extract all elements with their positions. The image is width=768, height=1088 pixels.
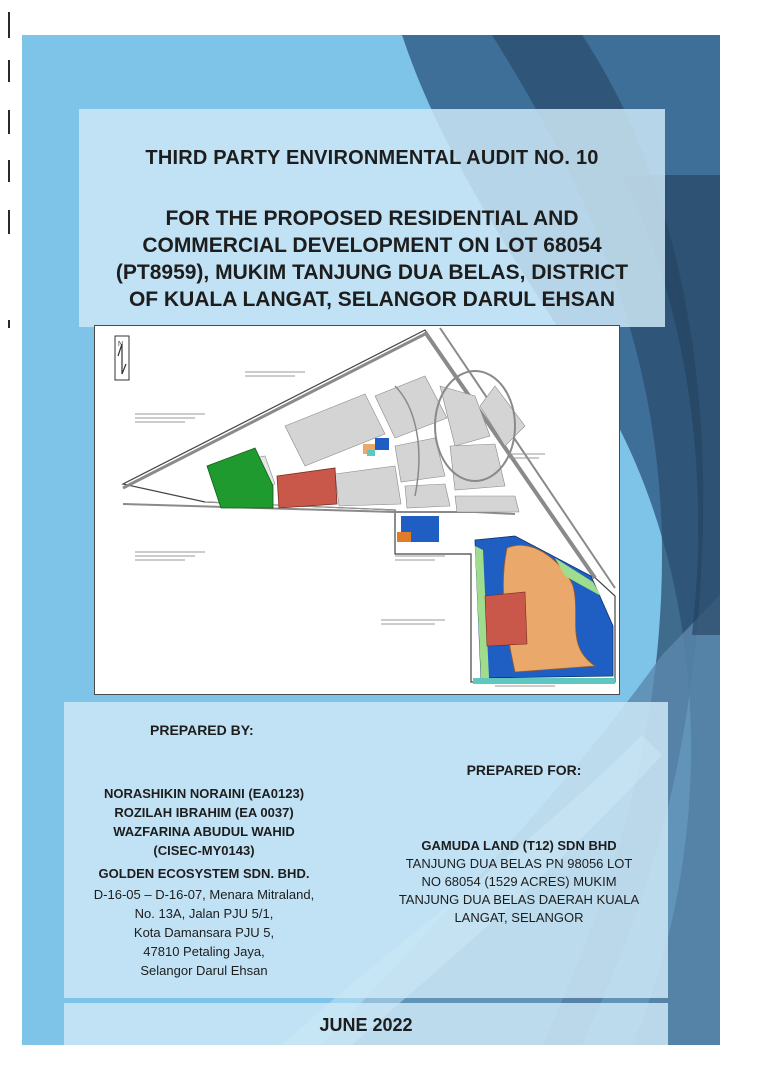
project-title-line: FOR THE PROPOSED RESIDENTIAL AND [165, 207, 579, 230]
consultant-address [74, 885, 334, 980]
site-layout-map [94, 325, 620, 695]
address-line: 47810 Petaling Jaya, [143, 944, 265, 959]
prepared-by-heading: PREPARED BY: [150, 722, 254, 738]
north-label: N [118, 341, 124, 348]
author-name: ROZILAH IBRAHIM (EA 0037) [114, 805, 294, 820]
address-line: Kota Damansara PJU 5, [133, 925, 275, 940]
report-date: JUNE 2022 [319, 1015, 413, 1035]
author-name: (CISEC-MY0143) [153, 843, 255, 858]
client-address [374, 855, 664, 927]
project-title-line: COMMERCIAL DEVELOPMENT ON LOT 68054 [142, 234, 602, 257]
date-panel [64, 1003, 668, 1045]
address-line: Selangor Darul Ehsan [140, 963, 268, 978]
title-panel [79, 109, 665, 327]
report-cover [22, 35, 720, 1045]
address-line: TANJUNG DUA BELAS DAERAH KUALA [398, 892, 640, 907]
author-names [74, 784, 334, 860]
project-title [89, 205, 655, 313]
address-line: No. 13A, Jalan PJU 5/1, [134, 906, 274, 921]
author-name: WAZFARINA ABUDUL WAHID [113, 824, 295, 839]
consultant-company: GOLDEN ECOSYSTEM SDN. BHD. [98, 866, 310, 881]
address-line: D-16-05 – D-16-07, Menara Mitraland, [93, 887, 315, 902]
prepared-for-heading: PREPARED FOR: [466, 762, 582, 778]
author-name: NORASHIKIN NORAINI (EA0123) [103, 786, 305, 801]
site-plan-drawing [95, 326, 619, 694]
address-line: NO 68054 (1529 ACRES) MUKIM [421, 874, 617, 889]
scan-margin-marks [0, 0, 20, 1088]
prepared-panel [64, 702, 668, 998]
client-company: GAMUDA LAND (T12) SDN BHD [421, 838, 617, 853]
project-title-line: OF KUALA LANGAT, SELANGOR DARUL EHSAN [128, 288, 616, 311]
project-title-line: (PT8959), MUKIM TANJUNG DUA BELAS, DISTRICT [115, 261, 629, 284]
address-line: LANGAT, SELANGOR [454, 910, 584, 925]
address-line: TANJUNG DUA BELAS PN 98056 LOT [405, 856, 633, 871]
audit-title: THIRD PARTY ENVIRONMENTAL AUDIT NO. 10 [145, 147, 599, 169]
